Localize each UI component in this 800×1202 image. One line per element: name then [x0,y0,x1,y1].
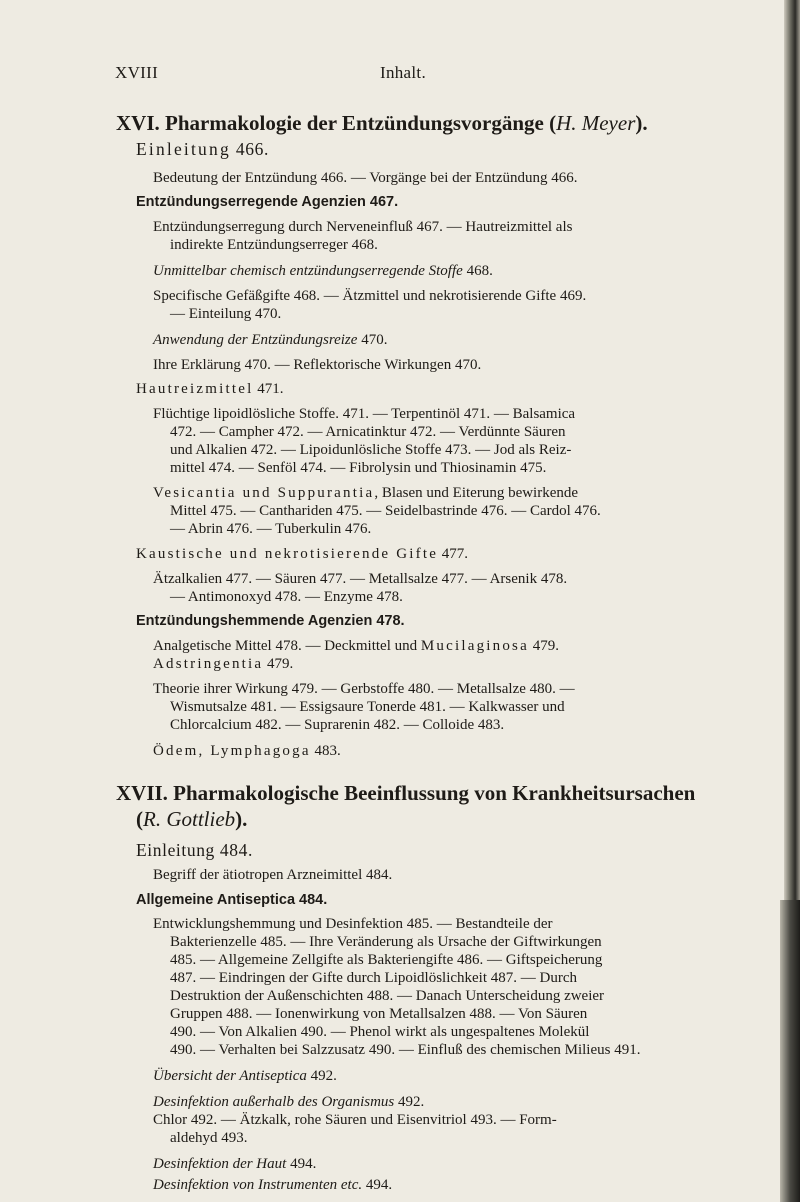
text-line: Entzündungserregung durch Nerveneinfluß 467. — Hautreizmittel als [153,219,573,235]
subheading: Entzündungserregende Agenzien 467. [136,194,399,210]
text-line: Analgetische Mittel 478. — Deckmittel und Mucilaginosa 479. [153,638,559,654]
text-line: Ätzalkalien 477. — Säuren 477. — Metallsalze 477. — Arsenik 478. [153,571,568,587]
text-line: — Antimonoxyd 478. — Enzyme 478. [170,589,403,605]
text-line: Theorie ihrer Wirkung 479. — Gerbstoffe 480. — Metallsalze 480. — [153,681,575,697]
section-title: XVI. Pharmakologie der Entzündungsvorgänge [116,111,544,135]
text-line: Chlorcalcium 482. — Suprarenin 482. — Colloide 483. [170,717,505,733]
subheading: Allgemeine Antiseptica 484. [136,892,328,908]
text-line: Desinfektion der Haut 494. [153,1156,317,1172]
text-line: Unmittelbar chemisch entzündungserregende Stoffe 468. [153,263,493,279]
text-line: Kaustische und nekrotisierende Gifte 477. [136,546,469,562]
page-number: XVIII [115,63,159,82]
section-author: H. Meyer [556,111,636,135]
text-line: Destruktion der Außenschichten 488. — Danach Unterscheidung zweier [170,988,605,1004]
text-line: und Alkalien 472. — Lipoidunlösliche Stoffe 473. — Jod als Reiz- [170,442,572,458]
section-author-line: (R. Gottlieb). [136,807,248,831]
text-line: 490. — Verhalten bei Salzzusatz 490. — Einfluß des chemischen Milieus 491. [170,1042,641,1058]
text-line: Ihre Erklärung 470. — Reflektorische Wirkungen 470. [153,357,482,373]
text-line: indirekte Entzündungserreger 468. [170,237,378,253]
text-line: Begriff der ätiotropen Arzneimittel 484. [153,867,393,883]
text-line: Bedeutung der Entzündung 466. — Vorgänge bei der Entzündung 466. [153,170,578,186]
text-line: Ödem, Lymphagoga 483. [153,743,341,759]
text-line: Desinfektion von Instrumenten etc. 494. [153,1177,393,1193]
text-line: Entwicklungshemmung und Desinfektion 485. — Bestandteile der [153,916,553,932]
text-line: 487. — Eindringen der Gifte durch Lipoidlöslichkeit 487. — Durch [170,970,577,986]
text-line: Desinfektion außerhalb des Organismus 492. [153,1094,425,1110]
section-heading-xvii: XVII. Pharmakologische Beeinflussung von Krankheitsursachen [116,781,696,805]
text-line: Übersicht der Antiseptica 492. [153,1068,337,1084]
text-line: 472. — Campher 472. — Arnicatinktur 472. — Verdünnte Säuren [170,424,566,440]
text-line: Hautreizmittel 471. [136,381,284,397]
text-line: Anwendung der Entzündungsreize 470. [153,332,388,348]
text-line: Flüchtige lipoidlösliche Stoffe. 471. — Terpentinöl 471. — Balsamica [153,406,576,422]
text-line: Adstringentia 479. [153,656,294,672]
section-author: R. Gottlieb [143,807,236,831]
introduction-heading: Einleitung 466. [136,139,269,159]
text-line: — Einteilung 470. [170,306,282,322]
subheading: Entzündungshemmende Agenzien 478. [136,613,405,629]
text-line: Specifische Gefäßgifte 468. — Ätzmittel und nekrotisierende Gifte 469. [153,288,587,304]
text-line: 490. — Von Alkalien 490. — Phenol wirkt als ungespaltenes Molekül [170,1024,590,1040]
text-line: Wismutsalze 481. — Essigsaure Tonerde 481. — Kalkwasser und [170,699,565,715]
text-line: Chlor 492. — Ätzkalk, rohe Säuren und Eisenvitriol 493. — Form- [153,1112,557,1128]
text-line: Vesicantia und Suppurantia, Blasen und Eiterung bewirkende [153,485,579,501]
text-line: 485. — Allgemeine Zellgifte als Bakteriengifte 486. — Giftspeicherung [170,952,603,968]
section-heading-xvi: XVI. Pharmakologie der Entzündungsvorgänge (H. Meyer). [116,111,648,135]
running-head: Inhalt. [380,63,427,82]
text-line: — Abrin 476. — Tuberkulin 476. [170,521,372,537]
introduction-heading: Einleitung 484. [136,840,253,860]
text-line: aldehyd 493. [170,1130,248,1146]
page-edge-shadow [780,900,800,1202]
text-line: mittel 474. — Senföl 474. — Fibrolysin und Thiosinamin 475. [170,460,547,476]
text-line: Bakterienzelle 485. — Ihre Veränderung als Ursache der Giftwirkungen [170,934,602,950]
text-line: Mittel 475. — Canthariden 475. — Seidelbastrinde 476. — Cardol 476. [170,503,601,519]
text-line: Gruppen 488. — Ionenwirkung von Metallsalzen 488. — Von Säuren [170,1006,588,1022]
